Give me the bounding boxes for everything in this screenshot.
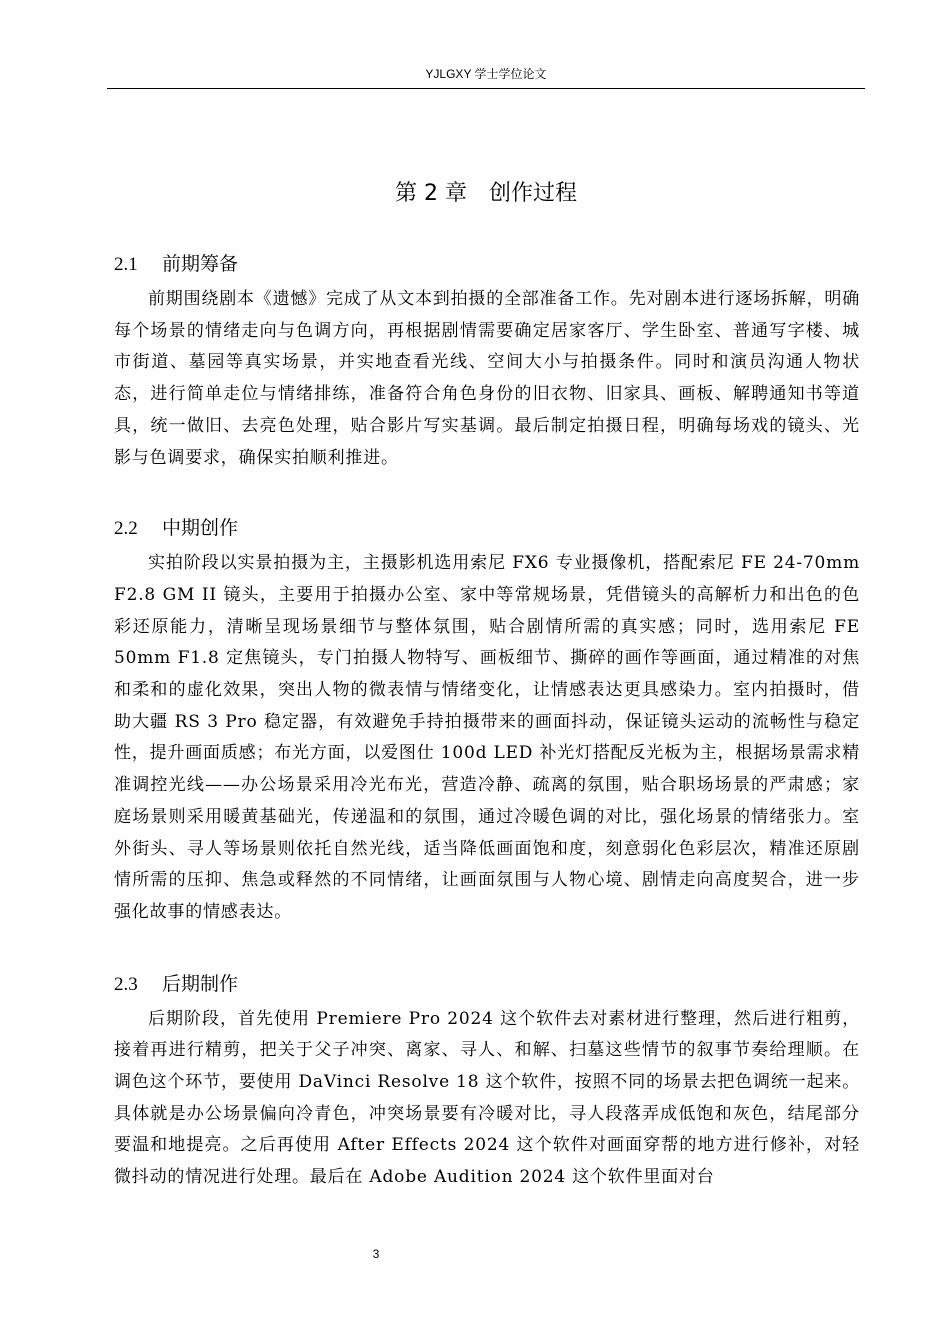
section-title: 中期创作 [162,517,239,540]
running-header: YJLGXY 学士学位论文 [425,67,547,81]
section-2-2 [114,512,860,928]
section-heading [114,248,860,281]
section-title: 后期制作 [162,972,239,995]
section-2-3 [114,968,860,1194]
section-2-1 [114,248,860,474]
chapter-number: 第 2 章 [395,181,467,206]
document-body [114,248,860,1194]
section-paragraph: 实拍阶段以实景拍摄为主，主摄影机选用索尼 FX6 专业摄像机，搭配索尼 FE 24-70mm F2.8 GM II 镜头，主要用于拍摄办公室、家中等常规场景，凭借镜头的高解析力和出色的色彩还原能力，清晰呈现场景细节与整体氛围，贴合剧情所需的真实感；同时，选用索尼 FE 50mm F1.8 定焦镜头，专门拍摄人物特写、画板细节、撕碎的画作等画面，通过精准的对焦和柔和的虚化效果，突出人物的微表情与情绪变化，让情感表达更具感染力。室内拍摄时，借助大疆 RS 3 Pro 稳定器，有效避免手持拍摄带来的画面抖动，保证镜头运动的流畅性与稳定性，提升画面质感；布光方面，以爱图仕 100d LED 补光灯搭配反光板为主，根据场景需求精准调控光线——办公场景采用冷光布光，营造冷静、疏离的氛围，贴合职场场景的严肃感；家庭场景则采用暖黄基础光，传递温和的氛围，通过冷暖色调的对比，强化场景的情绪张力。室外街头、寻人等场景则依托自然光线，适当降低画面饱和度，刻意弱化色彩层次，精准还原剧情所需的压抑、焦急或释然的不同情绪，让画面氛围与人物心境、剧情走向高度契合，进一步强化故事的情感表达。 [114,553,860,922]
page-number: 3 [372,1247,380,1261]
section-heading [114,512,860,545]
section-number: 2.3 [114,973,138,995]
chapter-name: 创作过程 [488,181,577,206]
header-divider [107,88,865,89]
section-number: 2.1 [114,254,138,275]
section-paragraph: 前期围绕剧本《遗憾》完成了从文本到拍摄的全部准备工作。先对剧本进行逐场拆解，明确每个场景的情绪走向与色调方向，再根据剧情需要确定居家客厅、学生卧室、普通写字楼、城市街道、墓园等真实场景，并实地查看光线、空间大小与拍摄条件。同时和演员沟通人物状态，进行简单走位与情绪排练，准备符合角色身份的旧衣物、旧家具、画板、解聘通知书等道具，统一做旧、去亮色处理，贴合影片写实基调。最后制定拍摄日程，明确每场戏的镜头、光影与色调要求，确保实拍顺利推进。 [114,289,860,468]
section-title: 前期筹备 [162,253,239,275]
section-paragraph: 后期阶段，首先使用 Premiere Pro 2024 这个软件去对素材进行整理，然后进行粗剪，接着再进行精剪，把关于父子冲突、离家、寻人、和解、扫墓这些情节的叙事节奏给理顺。在调色这个环节，要使用 DaVinci Resolve 18 这个软件，按照不同的场景去把色调统一起来。具体就是办公场景偏向冷青色，冲突场景要有冷暖对比，寻人段落弄成低饱和灰色，结尾部分要温和地提亮。之后再使用 After Effects 2024 这个软件对画面穿帮的地方进行修补，对轻微抖动的情况进行处理。最后在 Adobe Audition 2024 这个软件里面对台 [114,1008,860,1188]
section-number: 2.2 [114,518,138,540]
section-heading [114,968,860,1001]
chapter-title [107,178,865,210]
